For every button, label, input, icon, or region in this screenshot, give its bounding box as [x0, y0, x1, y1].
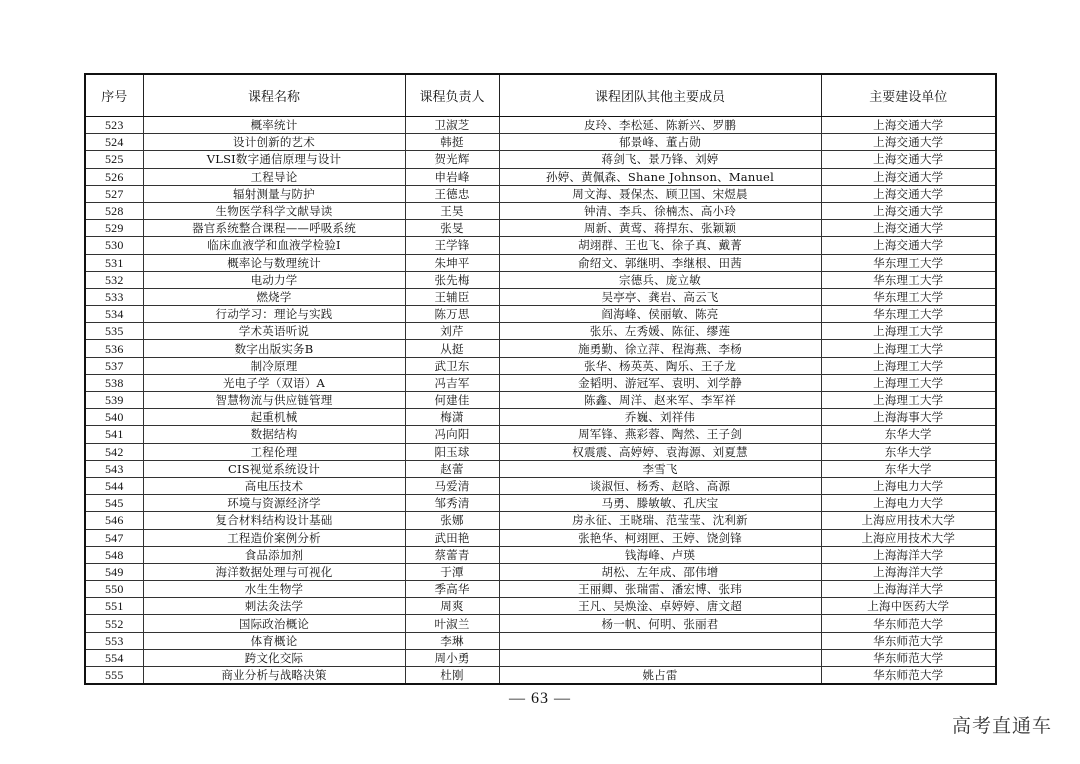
cell-course-name: 复合材料结构设计基础 — [143, 512, 405, 529]
cell-course-lead: 武卫东 — [405, 357, 499, 374]
cell-serial-number: 550 — [85, 581, 143, 598]
cell-institution: 上海理工大学 — [821, 374, 996, 391]
cell-course-lead: 冯吉军 — [405, 374, 499, 391]
table-row — [85, 495, 996, 512]
table-row — [85, 409, 996, 426]
cell-course-name: 器官系统整合课程——呼吸系统 — [143, 220, 405, 237]
table-row — [85, 615, 996, 632]
cell-serial-number: 535 — [85, 323, 143, 340]
cell-serial-number: 555 — [85, 667, 143, 685]
table-row — [85, 667, 996, 685]
cell-course-lead: 冯向阳 — [405, 426, 499, 443]
cell-institution: 上海海洋大学 — [821, 581, 996, 598]
cell-serial-number: 524 — [85, 134, 143, 151]
cell-institution: 东华大学 — [821, 426, 996, 443]
cell-institution: 华东理工大学 — [821, 254, 996, 271]
table-row — [85, 117, 996, 134]
cell-course-name: 商业分析与战略决策 — [143, 667, 405, 685]
cell-institution: 上海中医药大学 — [821, 598, 996, 615]
cell-institution: 上海理工大学 — [821, 340, 996, 357]
cell-course-lead: 陈万思 — [405, 306, 499, 323]
cell-course-name: 环境与资源经济学 — [143, 495, 405, 512]
cell-team-members: 胡松、左年成、邵伟增 — [499, 563, 821, 580]
cell-serial-number: 544 — [85, 477, 143, 494]
cell-team-members: 钟清、李兵、徐楠杰、高小玲 — [499, 202, 821, 219]
table-row — [85, 185, 996, 202]
cell-institution: 东华大学 — [821, 443, 996, 460]
cell-course-lead: 刘芹 — [405, 323, 499, 340]
cell-course-name: 光电子学（双语）A — [143, 374, 405, 391]
table-body — [85, 117, 996, 685]
cell-team-members: 权震震、高婷婷、袁海源、刘夏慧 — [499, 443, 821, 460]
cell-course-lead: 张先梅 — [405, 271, 499, 288]
cell-institution: 华东师范大学 — [821, 649, 996, 666]
cell-team-members: 乔巍、刘祥伟 — [499, 409, 821, 426]
watermark-logo-text: 高考直通车 — [951, 715, 1052, 737]
cell-course-name: 高电压技术 — [143, 477, 405, 494]
cell-institution: 东华大学 — [821, 460, 996, 477]
cell-course-name: 数字出版实务B — [143, 340, 405, 357]
cell-course-lead: 贺光辉 — [405, 151, 499, 168]
cell-course-lead: 季高华 — [405, 581, 499, 598]
cell-serial-number: 545 — [85, 495, 143, 512]
cell-course-name: 概率论与数理统计 — [143, 254, 405, 271]
cell-course-lead: 邹秀清 — [405, 495, 499, 512]
cell-institution: 上海交通大学 — [821, 151, 996, 168]
cell-course-lead: 马爱清 — [405, 477, 499, 494]
cell-team-members: 宗德兵、庞立敏 — [499, 271, 821, 288]
cell-course-lead: 蔡蕾青 — [405, 546, 499, 563]
cell-serial-number: 546 — [85, 512, 143, 529]
cell-serial-number: 526 — [85, 168, 143, 185]
table-row — [85, 649, 996, 666]
cell-course-lead: 叶淑兰 — [405, 615, 499, 632]
cell-serial-number: 548 — [85, 546, 143, 563]
cell-serial-number: 523 — [85, 117, 143, 134]
cell-team-members: 马勇、滕敏敏、孔庆宝 — [499, 495, 821, 512]
header-team-members: 课程团队其他主要成员 — [499, 74, 821, 117]
cell-course-lead: 王辅臣 — [405, 288, 499, 305]
cell-team-members: 周新、黄莺、蒋捍东、张颖颖 — [499, 220, 821, 237]
course-table — [84, 73, 997, 685]
cell-course-name: 概率统计 — [143, 117, 405, 134]
cell-institution: 华东师范大学 — [821, 615, 996, 632]
cell-course-name: 辐射测量与防护 — [143, 185, 405, 202]
cell-course-name: 刺法灸法学 — [143, 598, 405, 615]
cell-team-members: 金韬明、游冠军、袁明、刘学静 — [499, 374, 821, 391]
cell-institution: 上海交通大学 — [821, 117, 996, 134]
table-row — [85, 134, 996, 151]
cell-institution: 上海海事大学 — [821, 409, 996, 426]
table-row — [85, 271, 996, 288]
cell-team-members: 谈淑恒、杨秀、赵晗、高源 — [499, 477, 821, 494]
cell-institution: 上海应用技术大学 — [821, 529, 996, 546]
cell-team-members: 张乐、左秀媛、陈征、缪莲 — [499, 323, 821, 340]
cell-serial-number: 539 — [85, 392, 143, 409]
cell-course-name: 跨文化交际 — [143, 649, 405, 666]
cell-course-lead: 从挺 — [405, 340, 499, 357]
table-row — [85, 254, 996, 271]
cell-course-name: 食品添加剂 — [143, 546, 405, 563]
table-row — [85, 529, 996, 546]
cell-team-members: 阎海峰、侯丽敏、陈亮 — [499, 306, 821, 323]
cell-serial-number: 547 — [85, 529, 143, 546]
cell-team-members: 姚占雷 — [499, 667, 821, 685]
cell-course-lead: 周小勇 — [405, 649, 499, 666]
cell-serial-number: 529 — [85, 220, 143, 237]
header-course-lead: 课程负责人 — [405, 74, 499, 117]
cell-team-members: 孙婷、黄佩森、Shane Johnson、Manuel — [499, 168, 821, 185]
cell-course-lead: 卫淑芝 — [405, 117, 499, 134]
cell-serial-number: 551 — [85, 598, 143, 615]
cell-institution: 上海交通大学 — [821, 185, 996, 202]
cell-team-members: 吴亭亭、龚岩、高云飞 — [499, 288, 821, 305]
table-row — [85, 598, 996, 615]
cell-serial-number: 525 — [85, 151, 143, 168]
cell-institution: 上海电力大学 — [821, 477, 996, 494]
cell-team-members: 杨一帆、何明、张丽君 — [499, 615, 821, 632]
header-serial-number: 序号 — [85, 74, 143, 117]
table-row — [85, 288, 996, 305]
cell-course-name: 体育概论 — [143, 632, 405, 649]
table-row — [85, 323, 996, 340]
cell-serial-number: 536 — [85, 340, 143, 357]
cell-course-lead: 朱坤平 — [405, 254, 499, 271]
cell-institution: 上海海洋大学 — [821, 563, 996, 580]
cell-serial-number: 538 — [85, 374, 143, 391]
cell-course-lead: 王学锋 — [405, 237, 499, 254]
cell-course-lead: 张旻 — [405, 220, 499, 237]
cell-course-name: 临床血液学和血液学检验I — [143, 237, 405, 254]
table-row — [85, 512, 996, 529]
cell-institution: 华东理工大学 — [821, 288, 996, 305]
cell-serial-number: 537 — [85, 357, 143, 374]
cell-serial-number: 531 — [85, 254, 143, 271]
cell-serial-number: 542 — [85, 443, 143, 460]
cell-course-name: 生物医学科学文献导读 — [143, 202, 405, 219]
table-row — [85, 340, 996, 357]
cell-institution: 上海交通大学 — [821, 237, 996, 254]
table-row — [85, 202, 996, 219]
header-course-name: 课程名称 — [143, 74, 405, 117]
table-row — [85, 546, 996, 563]
table-row — [85, 581, 996, 598]
cell-team-members — [499, 649, 821, 666]
cell-institution: 上海交通大学 — [821, 202, 996, 219]
cell-institution: 上海理工大学 — [821, 357, 996, 374]
cell-team-members: 张艳华、柯翊匣、王婷、饶剑锋 — [499, 529, 821, 546]
cell-team-members: 周军锋、燕彩蓉、陶然、王子剑 — [499, 426, 821, 443]
cell-serial-number: 533 — [85, 288, 143, 305]
cell-team-members: 张华、杨英英、陶乐、王子龙 — [499, 357, 821, 374]
cell-team-members — [499, 632, 821, 649]
cell-course-lead: 阳玉球 — [405, 443, 499, 460]
cell-course-lead: 何建佳 — [405, 392, 499, 409]
cell-institution: 上海海洋大学 — [821, 546, 996, 563]
cell-course-lead: 武田艳 — [405, 529, 499, 546]
table-row — [85, 460, 996, 477]
cell-course-name: 制冷原理 — [143, 357, 405, 374]
cell-team-members: 周文海、聂保杰、顾卫国、宋煜晨 — [499, 185, 821, 202]
table-row — [85, 443, 996, 460]
cell-team-members: 陈鑫、周洋、赵来军、李军祥 — [499, 392, 821, 409]
table-row — [85, 392, 996, 409]
cell-institution: 上海理工大学 — [821, 392, 996, 409]
cell-course-name: 工程造价案例分析 — [143, 529, 405, 546]
cell-course-lead: 申岩峰 — [405, 168, 499, 185]
cell-serial-number: 534 — [85, 306, 143, 323]
cell-team-members: 皮玲、李松延、陈新兴、罗鹏 — [499, 117, 821, 134]
cell-serial-number: 528 — [85, 202, 143, 219]
cell-institution: 上海理工大学 — [821, 323, 996, 340]
cell-course-lead: 赵蕾 — [405, 460, 499, 477]
cell-course-lead: 韩挺 — [405, 134, 499, 151]
header-row — [85, 74, 996, 117]
cell-course-name: 设计创新的艺术 — [143, 134, 405, 151]
table-row — [85, 632, 996, 649]
cell-serial-number: 527 — [85, 185, 143, 202]
cell-team-members: 王丽卿、张瑞雷、潘宏博、张玮 — [499, 581, 821, 598]
cell-course-name: 水生生物学 — [143, 581, 405, 598]
cell-course-lead: 王昊 — [405, 202, 499, 219]
table-row — [85, 563, 996, 580]
cell-serial-number: 552 — [85, 615, 143, 632]
cell-course-lead: 张娜 — [405, 512, 499, 529]
cell-institution: 华东理工大学 — [821, 306, 996, 323]
page-number: — 63 — — [509, 690, 571, 707]
cell-team-members: 李雪飞 — [499, 460, 821, 477]
table-row — [85, 357, 996, 374]
cell-institution: 上海应用技术大学 — [821, 512, 996, 529]
cell-course-name: VLSI数字通信原理与设计 — [143, 151, 405, 168]
table-row — [85, 306, 996, 323]
cell-course-name: CIS视觉系统设计 — [143, 460, 405, 477]
cell-course-name: 燃烧学 — [143, 288, 405, 305]
table-row — [85, 477, 996, 494]
cell-serial-number: 543 — [85, 460, 143, 477]
cell-institution: 上海电力大学 — [821, 495, 996, 512]
header-institution: 主要建设单位 — [821, 74, 996, 117]
cell-course-lead: 王德忠 — [405, 185, 499, 202]
cell-serial-number: 530 — [85, 237, 143, 254]
cell-team-members: 蒋剑飞、景乃锋、刘婷 — [499, 151, 821, 168]
table-row — [85, 426, 996, 443]
cell-course-name: 工程伦理 — [143, 443, 405, 460]
cell-team-members: 俞绍文、郭继明、李继根、田茜 — [499, 254, 821, 271]
cell-serial-number: 553 — [85, 632, 143, 649]
cell-institution: 华东师范大学 — [821, 667, 996, 685]
cell-institution: 上海交通大学 — [821, 168, 996, 185]
cell-course-name: 工程导论 — [143, 168, 405, 185]
cell-course-name: 行动学习：理论与实践 — [143, 306, 405, 323]
cell-serial-number: 540 — [85, 409, 143, 426]
cell-course-name: 数据结构 — [143, 426, 405, 443]
cell-team-members: 胡翊群、王也飞、徐子真、戴菁 — [499, 237, 821, 254]
cell-institution: 上海交通大学 — [821, 134, 996, 151]
cell-team-members: 房永征、王晓瑞、范莹莹、沈利新 — [499, 512, 821, 529]
cell-team-members: 郁景峰、董占勋 — [499, 134, 821, 151]
cell-team-members: 王凡、吴焕淦、卓婷婷、唐文超 — [499, 598, 821, 615]
table-row — [85, 237, 996, 254]
cell-team-members: 钱海峰、卢瑛 — [499, 546, 821, 563]
cell-course-lead: 梅潇 — [405, 409, 499, 426]
cell-course-lead: 于潭 — [405, 563, 499, 580]
cell-course-name: 起重机械 — [143, 409, 405, 426]
cell-course-lead: 杜刚 — [405, 667, 499, 685]
cell-serial-number: 554 — [85, 649, 143, 666]
cell-institution: 华东理工大学 — [821, 271, 996, 288]
table-row — [85, 168, 996, 185]
cell-course-name: 海洋数据处理与可视化 — [143, 563, 405, 580]
cell-course-lead: 周爽 — [405, 598, 499, 615]
cell-course-name: 学术英语听说 — [143, 323, 405, 340]
table-row — [85, 151, 996, 168]
cell-institution: 华东师范大学 — [821, 632, 996, 649]
cell-course-name: 电动力学 — [143, 271, 405, 288]
cell-course-name: 国际政治概论 — [143, 615, 405, 632]
cell-serial-number: 549 — [85, 563, 143, 580]
cell-serial-number: 541 — [85, 426, 143, 443]
cell-institution: 上海交通大学 — [821, 220, 996, 237]
cell-serial-number: 532 — [85, 271, 143, 288]
cell-team-members: 施勇勤、徐立萍、程海燕、李杨 — [499, 340, 821, 357]
cell-course-lead: 李琳 — [405, 632, 499, 649]
cell-course-name: 智慧物流与供应链管理 — [143, 392, 405, 409]
table-row — [85, 220, 996, 237]
table-row — [85, 374, 996, 391]
